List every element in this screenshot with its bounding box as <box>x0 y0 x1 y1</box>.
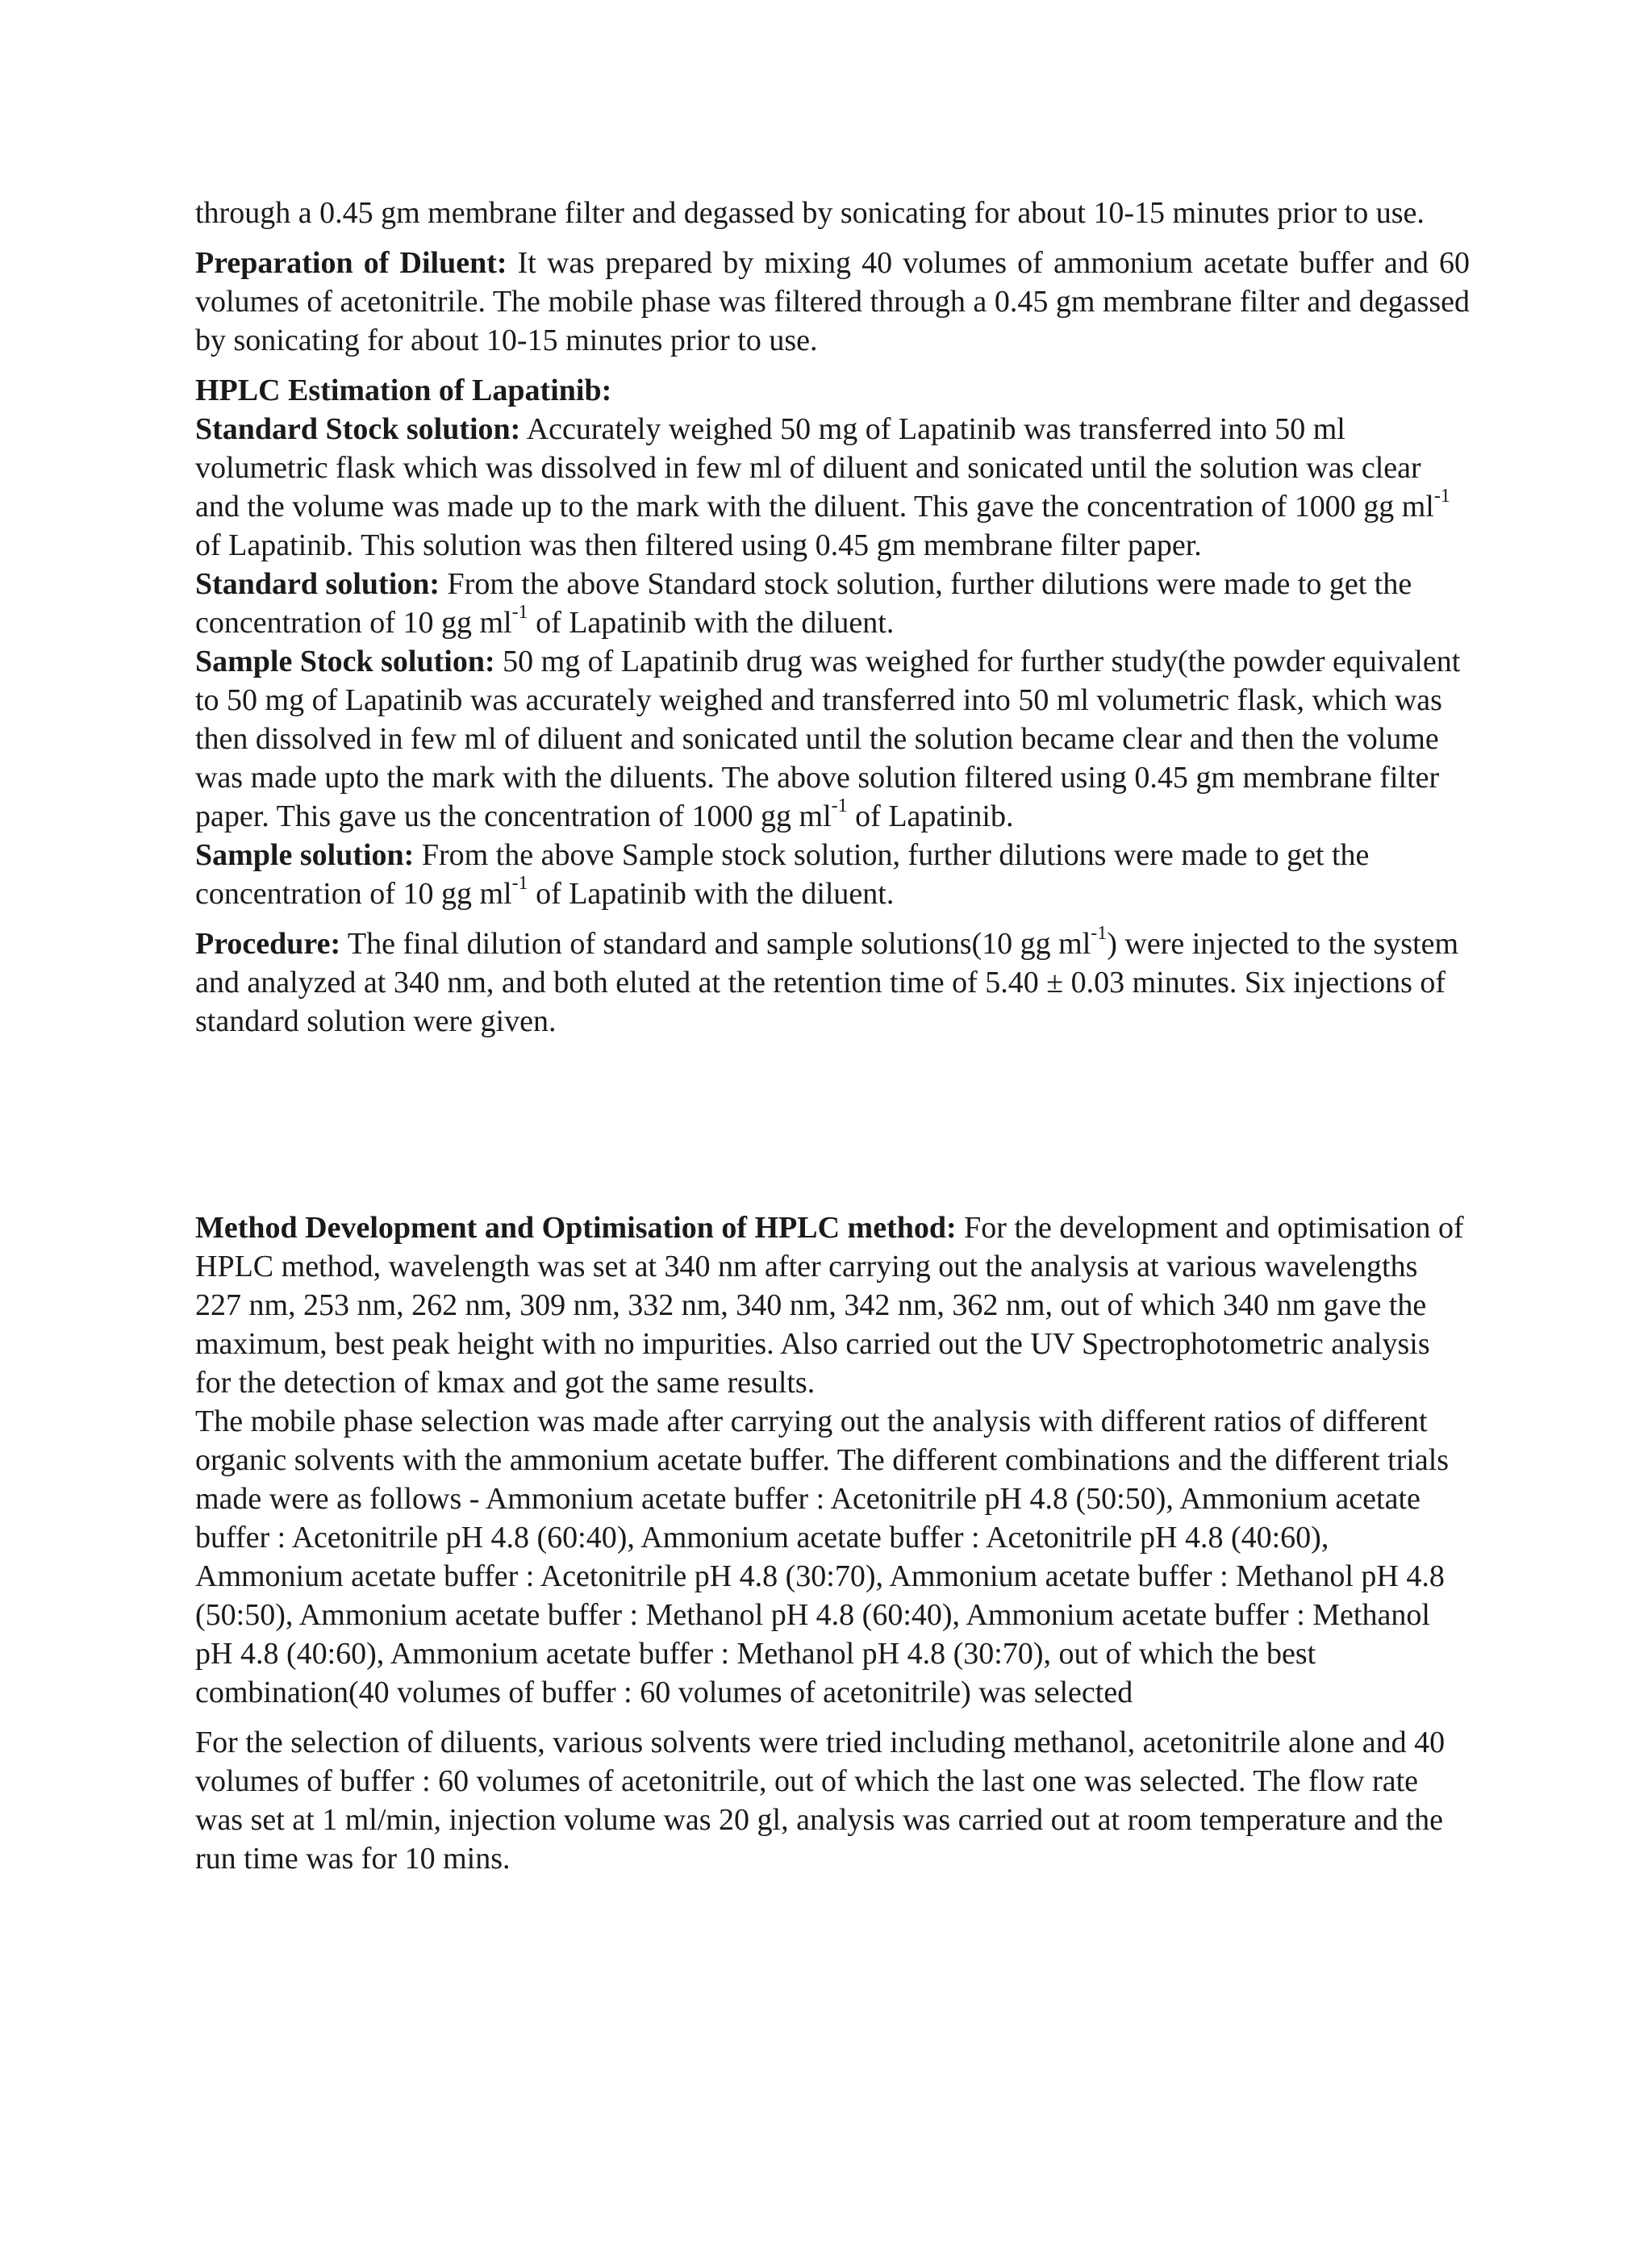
paragraph-text: 50 mg of Lapatinib drug was weighed for further study(the powder equivalent to 50 mg of Lapatinib was accurately weighed and transferred into 50 ml volumetric flask, which was then dissolved in few ml of diluent and sonicated until the solution became clear and then the volume was made upto the mark with the diluents. The above solution filtered using 0.45 gm membrane filter paper. This gave us the concentration of 1000 gg ml <box>195 645 1461 833</box>
superscript: -1 <box>1091 923 1108 945</box>
paragraph-text: of Lapatinib. This solution was then filtered using 0.45 gm membrane filter paper. <box>195 528 1202 562</box>
section-heading-text: HPLC Estimation of Lapatinib: <box>195 374 612 407</box>
paragraph-heading: Procedure: <box>195 927 341 961</box>
paragraph-mobile-phase <box>195 1402 1470 1712</box>
paragraph-text: of Lapatinib with the diluent. <box>528 877 895 911</box>
paragraph-text: From the above Standard stock solution, further dilutions were made to get the concentration of 10 gg ml <box>195 567 1412 640</box>
paragraph-heading: Sample solution: <box>195 838 415 872</box>
superscript: -1 <box>1433 486 1450 507</box>
paragraph-text: ) were injected to the system and analyzed at 340 nm, and both eluted at the retention time of 5.40 ± 0.03 minutes. Six injections of standard solution were given. <box>195 927 1459 1038</box>
paragraph-heading: Standard solution: <box>195 567 440 601</box>
paragraph-text: The mobile phase selection was made after carrying out the analysis with different ratios of different organic solvents with the ammonium acetate buffer. The different combinations and the different trials made were as follows - Ammonium acetate buffer : Acetonitrile pH 4.8 (50:50), Ammonium acetate buffer : Acetonitrile pH 4.8 (60:40), Ammonium acetate buffer : Acetonitrile pH 4.8 (40:60), Ammonium acetate buffer : Acetonitrile pH 4.8 (30:70), Ammonium acetate buffer : Methanol pH 4.8 (50:50), Ammonium acetate buffer : Methanol pH 4.8 (60:40), Ammonium acetate buffer : Methanol pH 4.8 (40:60), Ammonium acetate buffer : Methanol pH 4.8 (30:70), out of which the best combination(40 volumes of buffer : 60 volumes of acetonitrile) was selected <box>195 1404 1450 1709</box>
paragraph-sample-solution <box>195 836 1470 913</box>
paragraph-heading: Standard Stock solution: <box>195 412 521 446</box>
paragraph-text: Accurately weighed 50 mg of Lapatinib was transferred into 50 ml volumetric flask which was dissolved in few ml of diluent and sonicated until the solution was clear and the volume was made up to the mark with the diluent. This gave the concentration of 1000 gg ml <box>195 412 1434 524</box>
paragraph-filter-continuation <box>195 194 1470 232</box>
paragraph-text: The final dilution of standard and sample solutions(10 gg ml <box>340 927 1091 961</box>
paragraph-diluents-selection <box>195 1723 1470 1878</box>
paragraph-sample-stock <box>195 642 1470 836</box>
paragraph-text: For the selection of diluents, various solvents were tried including methanol, acetonitrile alone and 40 volumes of buffer : 60 volumes of acetonitrile, out of which the last one was selected. The flow rate was set at 1 ml/min, injection volume was 20 gl, analysis was carried out at room temperature and the run time was for 10 mins. <box>195 1726 1446 1876</box>
document-page <box>195 194 1470 1878</box>
paragraph-standard-solution <box>195 565 1470 642</box>
paragraph-text: For the development and optimisation of HPLC method, wavelength was set at 340 nm after carrying out the analysis at various wavelengths 227 nm, 253 nm, 262 nm, 309 nm, 332 nm, 340 nm, 342 nm, 362 nm, out of which 340 nm gave the maximum, best peak height with no impurities. Also carried out the UV Spectrophotometric analysis for the detection of kmax and got the same results. <box>195 1211 1464 1400</box>
paragraph-text: of Lapatinib. <box>847 799 1014 833</box>
superscript: -1 <box>511 873 528 895</box>
paragraph-text: of Lapatinib with the diluent. <box>528 606 895 640</box>
superscript: -1 <box>831 795 848 817</box>
paragraph-heading: Preparation of Diluent: <box>195 246 507 280</box>
paragraph-text: through a 0.45 gm membrane filter and degassed by sonicating for about 10-15 minutes prior to use. <box>195 196 1425 230</box>
paragraph-method-development <box>195 1208 1470 1402</box>
paragraph-diluent-preparation <box>195 244 1470 360</box>
paragraph-text: From the above Sample stock solution, further dilutions were made to get the concentration of 10 gg ml <box>195 838 1370 911</box>
paragraph-standard-stock <box>195 410 1470 565</box>
section-heading-hplc-estimation <box>195 371 1470 410</box>
paragraph-heading: Sample Stock solution: <box>195 645 495 678</box>
paragraph-procedure <box>195 924 1470 1041</box>
paragraph-heading: Method Development and Optimisation of HPLC method: <box>195 1211 957 1245</box>
paragraph-text: It was prepared by mixing 40 volumes of ammonium acetate buffer and 60 volumes of acetonitrile. The mobile phase was filtered through a 0.45 gm membrane filter and degassed by sonicating for about 10-15 minutes prior to use. <box>195 246 1470 357</box>
superscript: -1 <box>511 602 528 624</box>
